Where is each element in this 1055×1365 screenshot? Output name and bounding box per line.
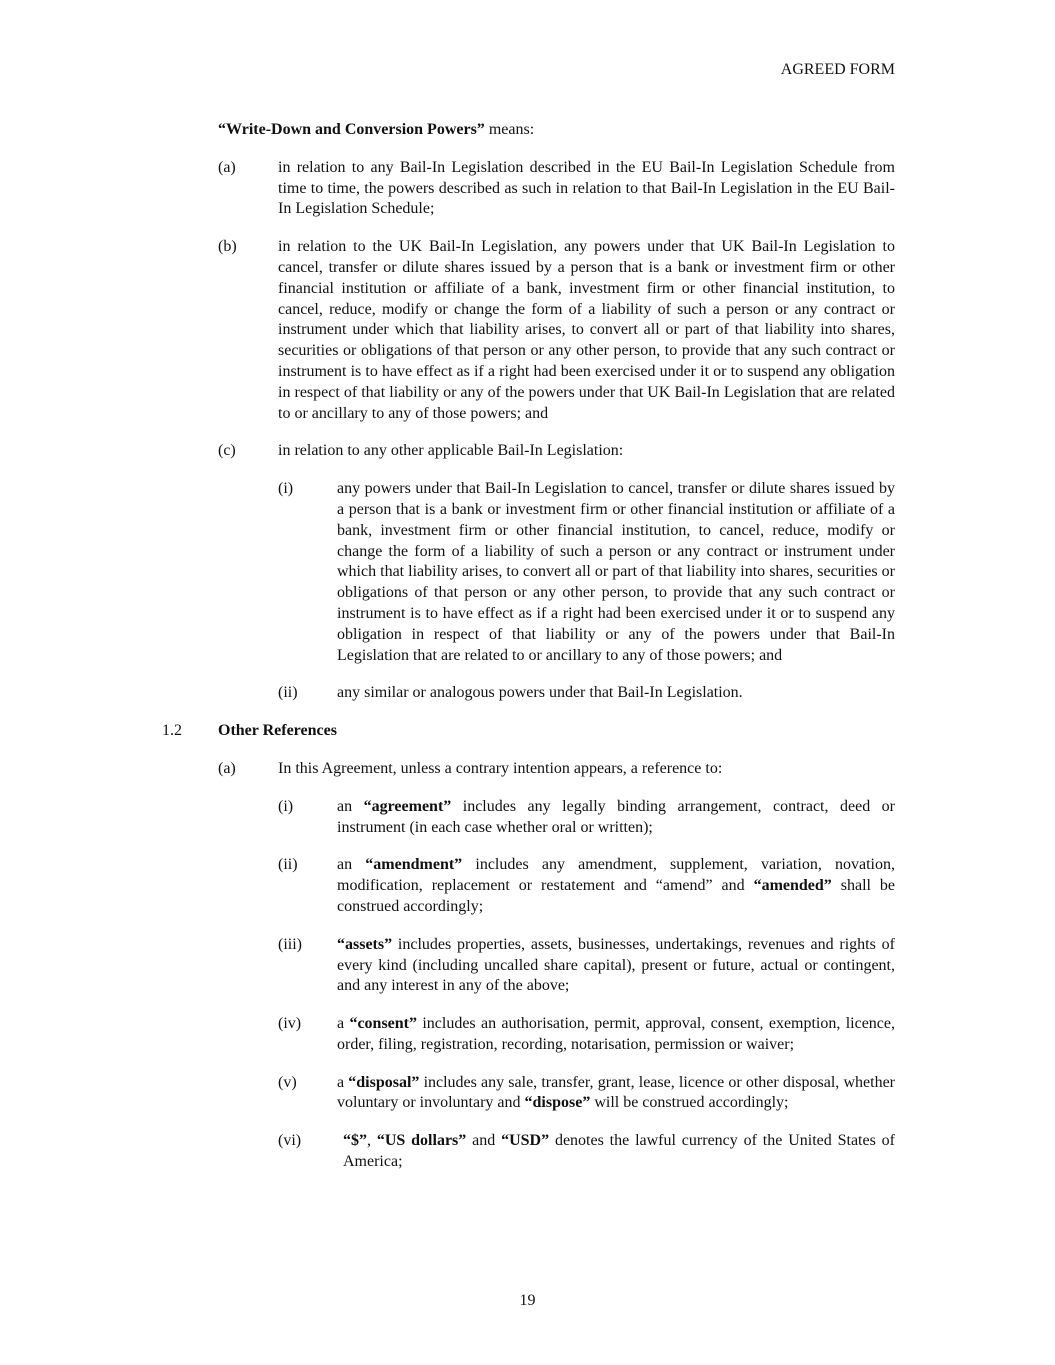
agreed-form-label: AGREED FORM [780, 61, 895, 78]
clause-b [162, 237, 895, 424]
list-marker: (ii) [278, 856, 298, 874]
ref-item-ii [162, 855, 895, 917]
ref-item-v-text: a “disposal” includes any sale, transfer, grant, lease, licence or other disposal, whether voluntary or involuntary and “dispose” will be construed accordingly; [337, 1073, 895, 1112]
definition-intro-text: “Write-Down and Conversion Powers” means: [218, 121, 535, 138]
list-marker: (a) [218, 158, 236, 176]
definition-intro [162, 120, 895, 141]
defined-term: “amendment” [365, 856, 463, 874]
list-marker: (iv) [278, 1015, 302, 1033]
ref-item-iv-text: a “consent” includes an authorisation, permit, approval, consent, exemption, licence, order, filing, registration, recording, notarisation, permission or waiver; [337, 1015, 895, 1053]
ref-item-v [162, 1073, 895, 1115]
list-marker: (ii) [278, 684, 298, 702]
clause-c-i-text: any powers under that Bail-In Legislation to cancel, transfer or dilute shares issued by a person that is a bank or investment firm or other financial institution or affiliate of a bank, investment firm or other financial institution, to cancel, reduce, modify or change the form of a liability of such a person or any contract or instrument under which that liability arises, to convert all or part of that liability into shares, securities or obligations of that person or any other person, to provide that any such contract or instrument is to have effect as if a right had been exercised under it or to suspend any obligation in respect of that liability or any of the powers under that Bail-In Legislation that are related to or ancillary to any of those powers; and [337, 480, 895, 664]
defined-term: “dispose” [524, 1094, 591, 1112]
list-marker: (a) [218, 759, 236, 777]
ref-item-vi [162, 1131, 895, 1173]
clause-c-text: in relation to any other applicable Bail-In Legislation: [278, 442, 624, 460]
defined-term: “agreement” [363, 797, 452, 815]
list-marker: (c) [218, 442, 236, 460]
section-title: Other References [218, 722, 337, 740]
page-number: 19 [519, 1292, 536, 1309]
defined-term: “USD” [501, 1132, 550, 1150]
defined-term: “Write-Down and Conversion Powers” [218, 121, 485, 138]
document-body [162, 120, 895, 1173]
list-marker: (iii) [278, 935, 302, 953]
ref-item-vi-text: “$”, “US dollars” and “USD” denotes the lawful currency of the United States of America; [343, 1132, 895, 1171]
ref-item-iii-text: “assets” includes properties, assets, businesses, undertakings, revenues and rights of every kind (including uncalled share capital), present or future, actual or contingent, and any interest in any of the above; [337, 935, 895, 995]
ref-item-iv [162, 1014, 895, 1056]
document-header [162, 60, 895, 81]
clause-a [162, 158, 895, 220]
list-marker: (v) [278, 1073, 297, 1091]
defined-term: “assets” [337, 935, 393, 953]
ref-clause-a [162, 759, 895, 780]
ref-clause-a-text: In this Agreement, unless a contrary intention appears, a reference to: [278, 759, 723, 777]
ref-item-i [162, 797, 895, 839]
list-marker: (i) [278, 797, 294, 815]
defined-term: “$” [343, 1132, 367, 1150]
defined-term: “amended” [753, 877, 832, 895]
defined-term: “consent” [349, 1015, 417, 1033]
page-footer [0, 1291, 1055, 1312]
defined-term: “disposal” [348, 1073, 420, 1091]
clause-c-ii [162, 683, 895, 704]
ref-item-iii [162, 935, 895, 997]
list-marker: (i) [278, 480, 294, 498]
clause-b-text: in relation to the UK Bail-In Legislation, any powers under that UK Bail-In Legislation to cancel, transfer or dilute shares issued by a person that is a bank or investment firm or other financial institution or affiliate of a bank, investment firm or other financial institution, to cancel, reduce, modify or change the form of a liability of such a person or any contract or instrument under which that liability arises, to convert all or part of that liability into shares, securities or obligations of that person or any other person, to provide that any such contract or instrument is to have effect as if a right had been exercised under it or to suspend any obligation in respect of that liability or any of the powers under that UK Bail-In Legislation that are related to or ancillary to any of those powers; and [278, 238, 895, 422]
list-marker: (vi) [278, 1132, 302, 1150]
ref-item-ii-text: an “amendment” includes any amendment, supplement, variation, novation, modification, replacement or restatement and “amend” and “amended” shall be construed accordingly; [337, 856, 895, 915]
clause-c-ii-text: any similar or analogous powers under that Bail-In Legislation. [337, 684, 743, 702]
list-marker: (b) [218, 238, 237, 256]
clause-a-text: in relation to any Bail-In Legislation described in the EU Bail-In Legislation Schedule from time to time, the powers described as such in relation to that Bail-In Legislation in the EU Bail-In Legislation Schedule; [278, 158, 895, 218]
section-heading [162, 721, 895, 742]
section-number: 1.2 [162, 722, 182, 740]
clause-c-i [162, 479, 895, 666]
clause-c [162, 441, 895, 462]
ref-item-i-text: an “agreement” includes any legally binding arrangement, contract, deed or instrument (in each case whether oral or written); [337, 797, 895, 836]
defined-term: “US dollars” [376, 1132, 467, 1150]
